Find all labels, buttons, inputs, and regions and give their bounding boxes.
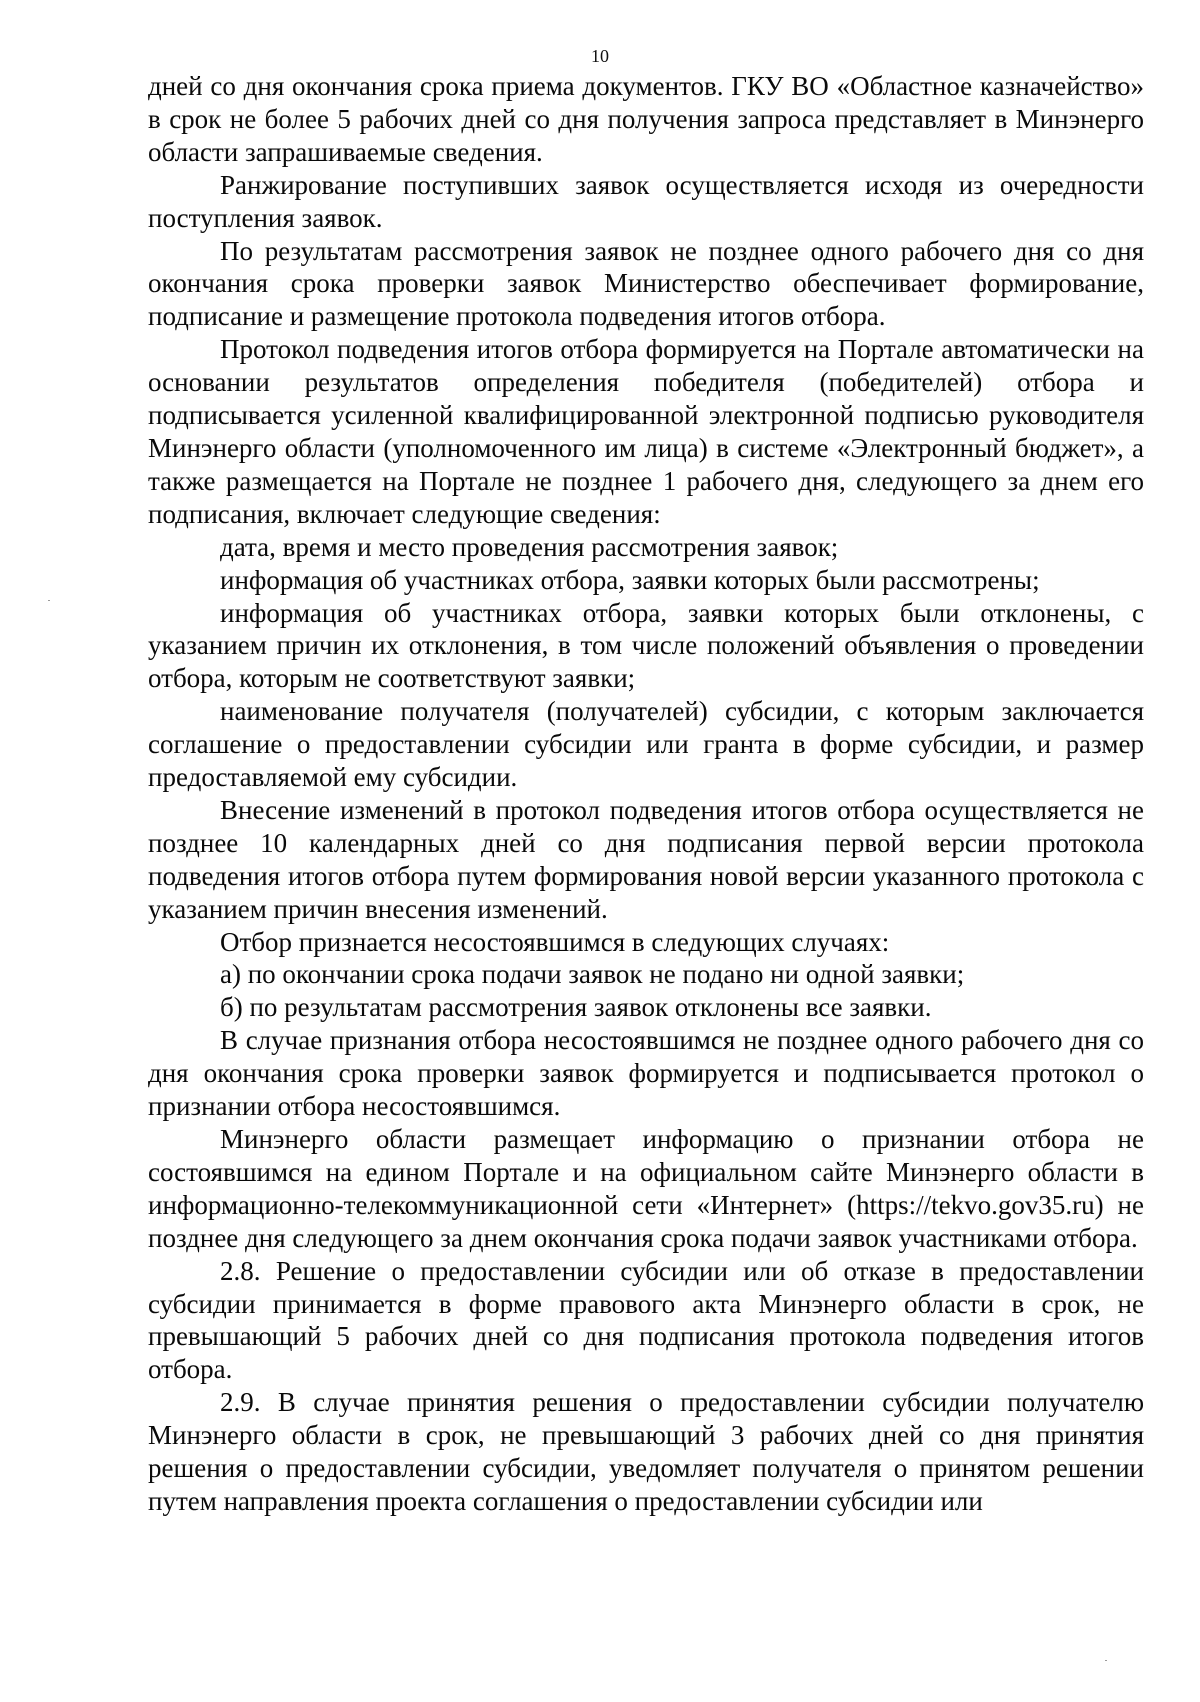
list-item-date-time-place: дата, время и место проведения рассмотрения заявок; xyxy=(220,531,839,562)
list-item-case-b: б) по результатам рассмотрения заявок отклонены все заявки. xyxy=(220,992,932,1023)
page-number: 10 xyxy=(591,46,609,66)
paragraph-publication: Минэнерго области размещает информацию о признании отбора не состоявшимся на едином Портале и на официальном сайте Минэнерго области в информационно-телекоммуникационной сети «Интернет» (https://tekvo.gov35.ru) не позднее дня следующего за днем окончания срока подачи заявок участниками отбора. xyxy=(148,1124,1144,1253)
paragraph-section-2-8: 2.8. Решение о предоставлении субсидии или об отказе в предоставлении субсидии принимается в форме правового акта Минэнерго области в срок, не превышающий 5 рабочих дней со дня подписания протокола подведения итогов отбора. xyxy=(148,1255,1144,1385)
document-body xyxy=(148,70,1144,1518)
paragraph-review-results: По результатам рассмотрения заявок не позднее одного рабочего дня со дня окончания срока проверки заявок Министерство обеспечивает формирование, подписание и размещение протокола подведения итогов отбора. xyxy=(148,235,1144,332)
paragraph-protocol: Протокол подведения итогов отбора формируется на Портале автоматически на основании результатов определения победителя (победителей) отбора и подписывается усиленной квалифицированной электронной подписью руководителя Минэнерго области (уполномоченного им лица) в системе «Электронный бюджет», а также размещается на Портале не позднее 1 рабочего дня, следующего за днем его подписания, включает следующие сведения: xyxy=(148,334,1144,529)
paragraph-failed-selection: Отбор признается несостоявшимся в следующих случаях: xyxy=(220,926,890,957)
list-item-rejected-participants: информация об участниках отбора, заявки которых были отклонены, с указанием причин их отклонения, в том числе положений объявления о проведении отбора, которым не соответствуют заявки; xyxy=(148,597,1144,694)
list-item-reviewed-participants: информация об участниках отбора, заявки которых были рассмотрены; xyxy=(220,564,1040,595)
paragraph-section-2-9: 2.9. В случае принятия решения о предоставлении субсидии получателю Минэнерго области в срок, не превышающий 3 рабочих дней со дня принятия решения о предоставлении субсидии, уведомляет получателя о принятом решении путем направления проекта соглашения о предоставлении субсидии или xyxy=(148,1387,1144,1516)
scan-mark xyxy=(1105,1660,1107,1661)
scan-mark xyxy=(48,600,50,601)
paragraph-ranking: Ранжирование поступивших заявок осуществляется исходя из очередности поступления заявок. xyxy=(148,169,1144,233)
paragraph-failed-protocol: В случае признания отбора несостоявшимся не позднее одного рабочего дня со дня окончания срока проверки заявок формируется и подписывается протокол о признании отбора несостоявшимся. xyxy=(148,1025,1144,1122)
paragraph-continuation: дней со дня окончания срока приема документов. ГКУ ВО «Областное казначейство» в срок не более 5 рабочих дней со дня получения запроса представляет в Минэнерго области запрашиваемые сведения. xyxy=(148,71,1144,167)
paragraph-protocol-changes: Внесение изменений в протокол подведения итогов отбора осуществляется не позднее 10 календарных дней со дня подписания первой версии протокола подведения итогов отбора путем формирования новой версии указанного протокола с указанием причин внесения изменений. xyxy=(148,794,1144,924)
list-item-recipient-name: наименование получателя (получателей) субсидии, с которым заключается соглашение о предоставлении субсидии или гранта в форме субсидии, и размер предоставляемой ему субсидии. xyxy=(148,696,1144,793)
list-item-case-a: а) по окончании срока подачи заявок не подано ни одной заявки; xyxy=(220,959,965,990)
